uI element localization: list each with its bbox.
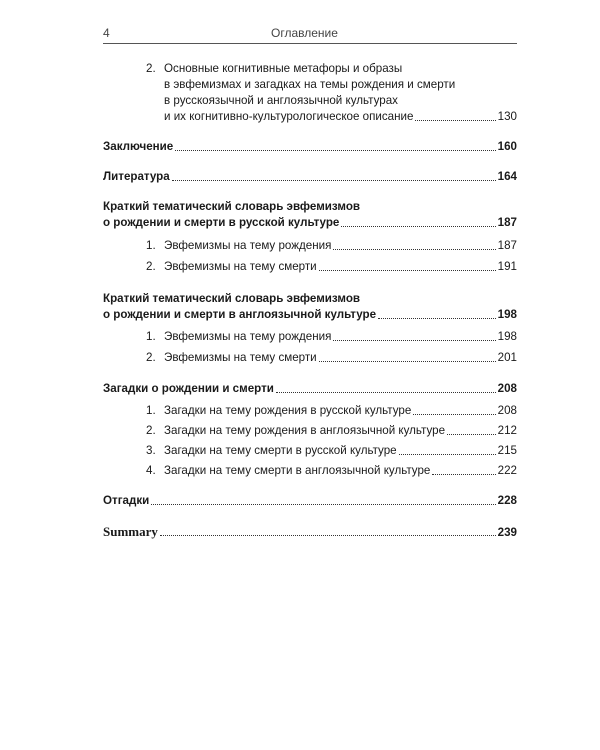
toc-page-number: 187 (497, 239, 517, 252)
toc-entry-intro-line2 (164, 77, 517, 93)
toc-section-title: Загадки о рождении и смерти (103, 382, 274, 395)
toc-page-number: 222 (497, 464, 517, 477)
toc-page-number: 228 (497, 494, 517, 507)
toc-page-number: 198 (497, 308, 517, 321)
toc-entry-number: 2. (146, 62, 156, 75)
leader-dots (399, 454, 496, 455)
toc-entry-number: 1. (146, 330, 156, 343)
toc-page-number: 201 (497, 351, 517, 364)
toc-entry-title: Загадки на тему рождения в англоязычной культуре (164, 424, 446, 437)
toc-entry-intro-line1 (146, 61, 517, 77)
toc-entry-summary (103, 524, 517, 540)
leader-dots (415, 120, 495, 121)
toc-entry-conclusion (103, 139, 517, 155)
toc-page-number: 198 (497, 330, 517, 343)
toc-entry-dict-en-item1 (146, 329, 517, 345)
toc-page-number: 164 (497, 170, 517, 183)
toc-entry-number: 4. (146, 464, 156, 477)
toc-section-title: Заключение (103, 140, 174, 153)
toc-page-number: 130 (497, 110, 517, 123)
running-head-title: Оглавление (271, 26, 338, 40)
header-divider (103, 43, 517, 44)
toc-entry-title: Загадки на тему смерти в русской культуре (164, 444, 397, 457)
toc-entry-dict-en-line1 (103, 291, 517, 307)
leader-dots (333, 340, 495, 341)
toc-page-number: 208 (497, 404, 517, 417)
leader-dots (175, 150, 495, 151)
leader-dots (160, 535, 496, 536)
toc-entry-title: Загадки на тему смерти в англоязычной культуре (164, 464, 431, 477)
toc-page-number: 215 (497, 444, 517, 457)
toc-entry-dict-ru-line2 (103, 215, 517, 231)
toc-page-number: 191 (497, 260, 517, 273)
toc-entry-dict-en-line2 (103, 307, 517, 323)
toc-section-title: Отгадки (103, 494, 150, 507)
toc-section-title: Краткий тематический словарь эвфемизмов (103, 292, 361, 305)
toc-entry-title: Эвфемизмы на тему рождения (164, 330, 332, 343)
leader-dots (319, 361, 496, 362)
toc-entry-title: Загадки на тему рождения в русской культуре (164, 404, 412, 417)
toc-entry-number: 3. (146, 444, 156, 457)
leader-dots (172, 180, 496, 181)
leader-dots (432, 474, 495, 475)
toc-entry-dict-ru-item2 (146, 259, 517, 275)
toc-entry-title: Эвфемизмы на тему рождения (164, 239, 332, 252)
toc-page-number: 187 (497, 216, 517, 229)
leader-dots (151, 504, 495, 505)
toc-entry-number: 1. (146, 239, 156, 252)
toc-entry-title: в эвфемизмах и загадках на темы рождения и смерти (164, 78, 456, 91)
toc-entry-number: 2. (146, 260, 156, 273)
toc-entry-riddles-item2 (146, 423, 517, 439)
toc-entry-title: и их когнитивно-культурологическое описание (164, 110, 414, 123)
toc-section-title: Краткий тематический словарь эвфемизмов (103, 200, 361, 213)
toc-section-title: о рождении и смерти в русской культуре (103, 216, 340, 229)
leader-dots (378, 318, 496, 319)
toc-entry-riddles-item4 (146, 463, 517, 479)
toc-page-number: 212 (497, 424, 517, 437)
leader-dots (413, 414, 495, 415)
toc-entry-title: Основные когнитивные метафоры и образы (164, 62, 403, 75)
leader-dots (276, 392, 496, 393)
toc-entry-riddles-item3 (146, 443, 517, 459)
toc-section-title: о рождении и смерти в англоязычной культуре (103, 308, 377, 321)
toc-section-title: Summary (103, 524, 158, 539)
page-number: 4 (103, 26, 110, 40)
toc-page-number: 239 (497, 526, 517, 539)
toc-entry-number: 2. (146, 351, 156, 364)
leader-dots (447, 434, 496, 435)
toc-entry-dict-ru-line1 (103, 199, 517, 215)
toc-section-title: Литература (103, 170, 170, 183)
leader-dots (319, 270, 496, 271)
leader-dots (333, 249, 495, 250)
toc-entry-dict-en-item2 (146, 350, 517, 366)
toc-entry-riddles (103, 381, 517, 397)
leader-dots (341, 226, 495, 227)
toc-page-number: 208 (497, 382, 517, 395)
toc-entry-number: 1. (146, 404, 156, 417)
toc-entry-literature (103, 169, 517, 185)
toc-entry-title: Эвфемизмы на тему смерти (164, 260, 317, 273)
running-head (103, 26, 517, 44)
toc-entry-intro-line4 (164, 109, 517, 125)
toc-entry-intro-line3 (164, 93, 517, 109)
toc-entry-title: в русскоязычной и англоязычной культурах (164, 94, 398, 107)
toc-page-number: 160 (497, 140, 517, 153)
toc-entry-title: Эвфемизмы на тему смерти (164, 351, 317, 364)
toc-entry-dict-ru-item1 (146, 238, 517, 254)
toc-entry-answers (103, 493, 517, 509)
toc-entry-riddles-item1 (146, 403, 517, 419)
toc-entry-number: 2. (146, 424, 156, 437)
